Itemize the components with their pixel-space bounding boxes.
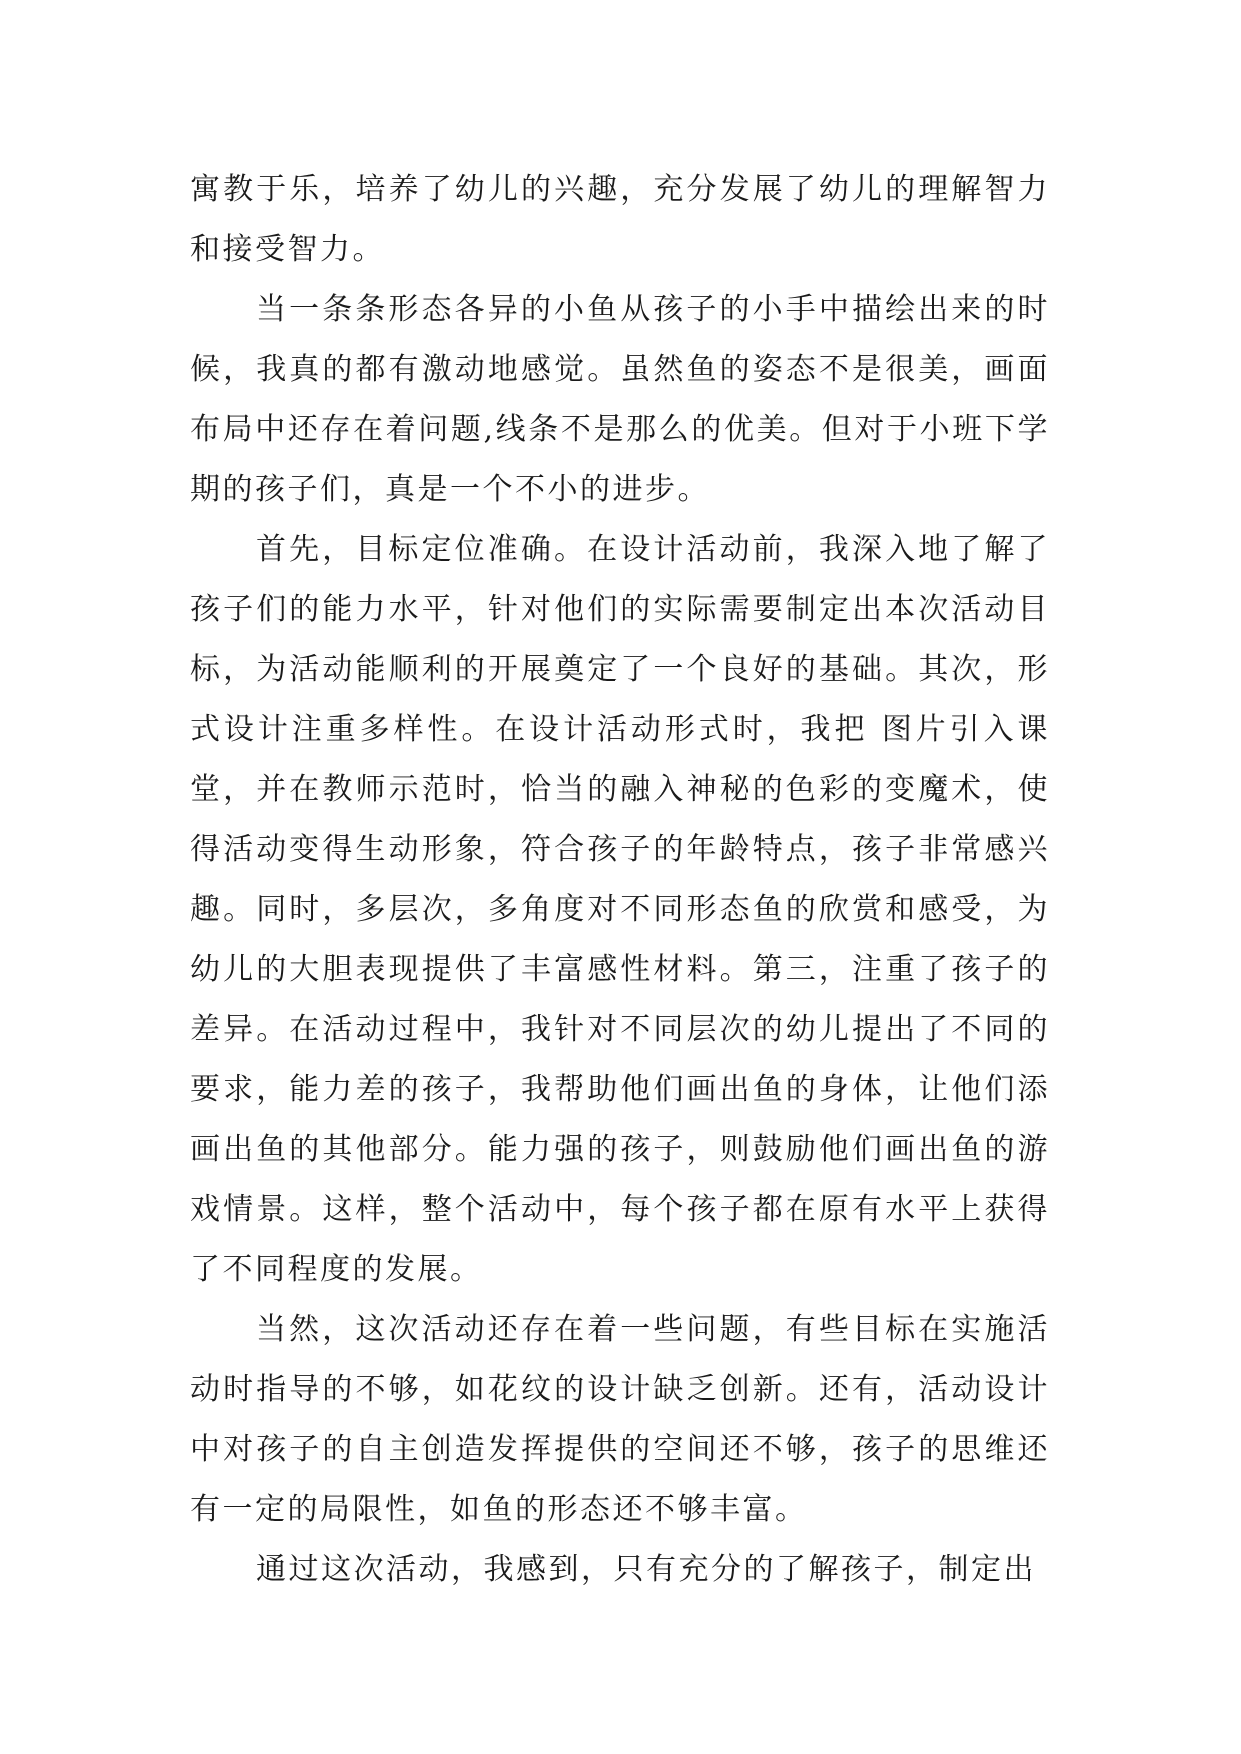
paragraph-reflection-points: 首先，目标定位准确。在设计活动前，我深入地了解了孩子们的能力水平，针对他们的实际需要制定出本次活动目标，为活动能顺利的开展奠定了一个良好的基础。其次，形式设计注重多样性。在设计活动形式时，我把 图片引入课堂，并在教师示范时，恰当的融入神秘的色彩的变魔术，使得活动变得生动形象，符合孩子的年龄特点，孩子非常感兴趣。同时，多层次，多角度对不同形态鱼的欣赏和感受，为幼儿的大胆表现提供了丰富感性材料。第三，注重了孩子的差异。在活动过程中，我针对不同层次的幼儿提出了不同的要求，能力差的孩子，我帮助他们画出鱼的身体，让他们添画出鱼的其他部分。能力强的孩子，则鼓励他们画出鱼的游戏情景。这样，整个活动中，每个孩子都在原有水平上获得了不同程度的发展。 (190, 532, 1050, 1287)
paragraph-conclusion-start: 通过这次活动，我感到，只有充分的了解孩子，制定出 (256, 1552, 1036, 1587)
paragraph-continued: 寓教于乐，培养了幼儿的兴趣，充分发展了幼儿的理解智力和接受智力。 (190, 172, 1050, 267)
paragraph-problems: 当然，这次活动还存在着一些问题，有些目标在实施活动时指导的不够，如花纹的设计缺乏创新。还有，活动设计中对孩子的自主创造发挥提供的空间还不够，孩子的思维还有一定的局限性，如鱼的形态还不够丰富。 (190, 1312, 1050, 1527)
body-text (190, 160, 1050, 1600)
paragraph-fish-drawing: 当一条条形态各异的小鱼从孩子的小手中描绘出来的时候，我真的都有激动地感觉。虽然鱼的姿态不是很美，画面布局中还存在着问题,线条不是那么的优美。但对于小班下学期的孩子们，真是一个不小的进步。 (190, 292, 1050, 507)
